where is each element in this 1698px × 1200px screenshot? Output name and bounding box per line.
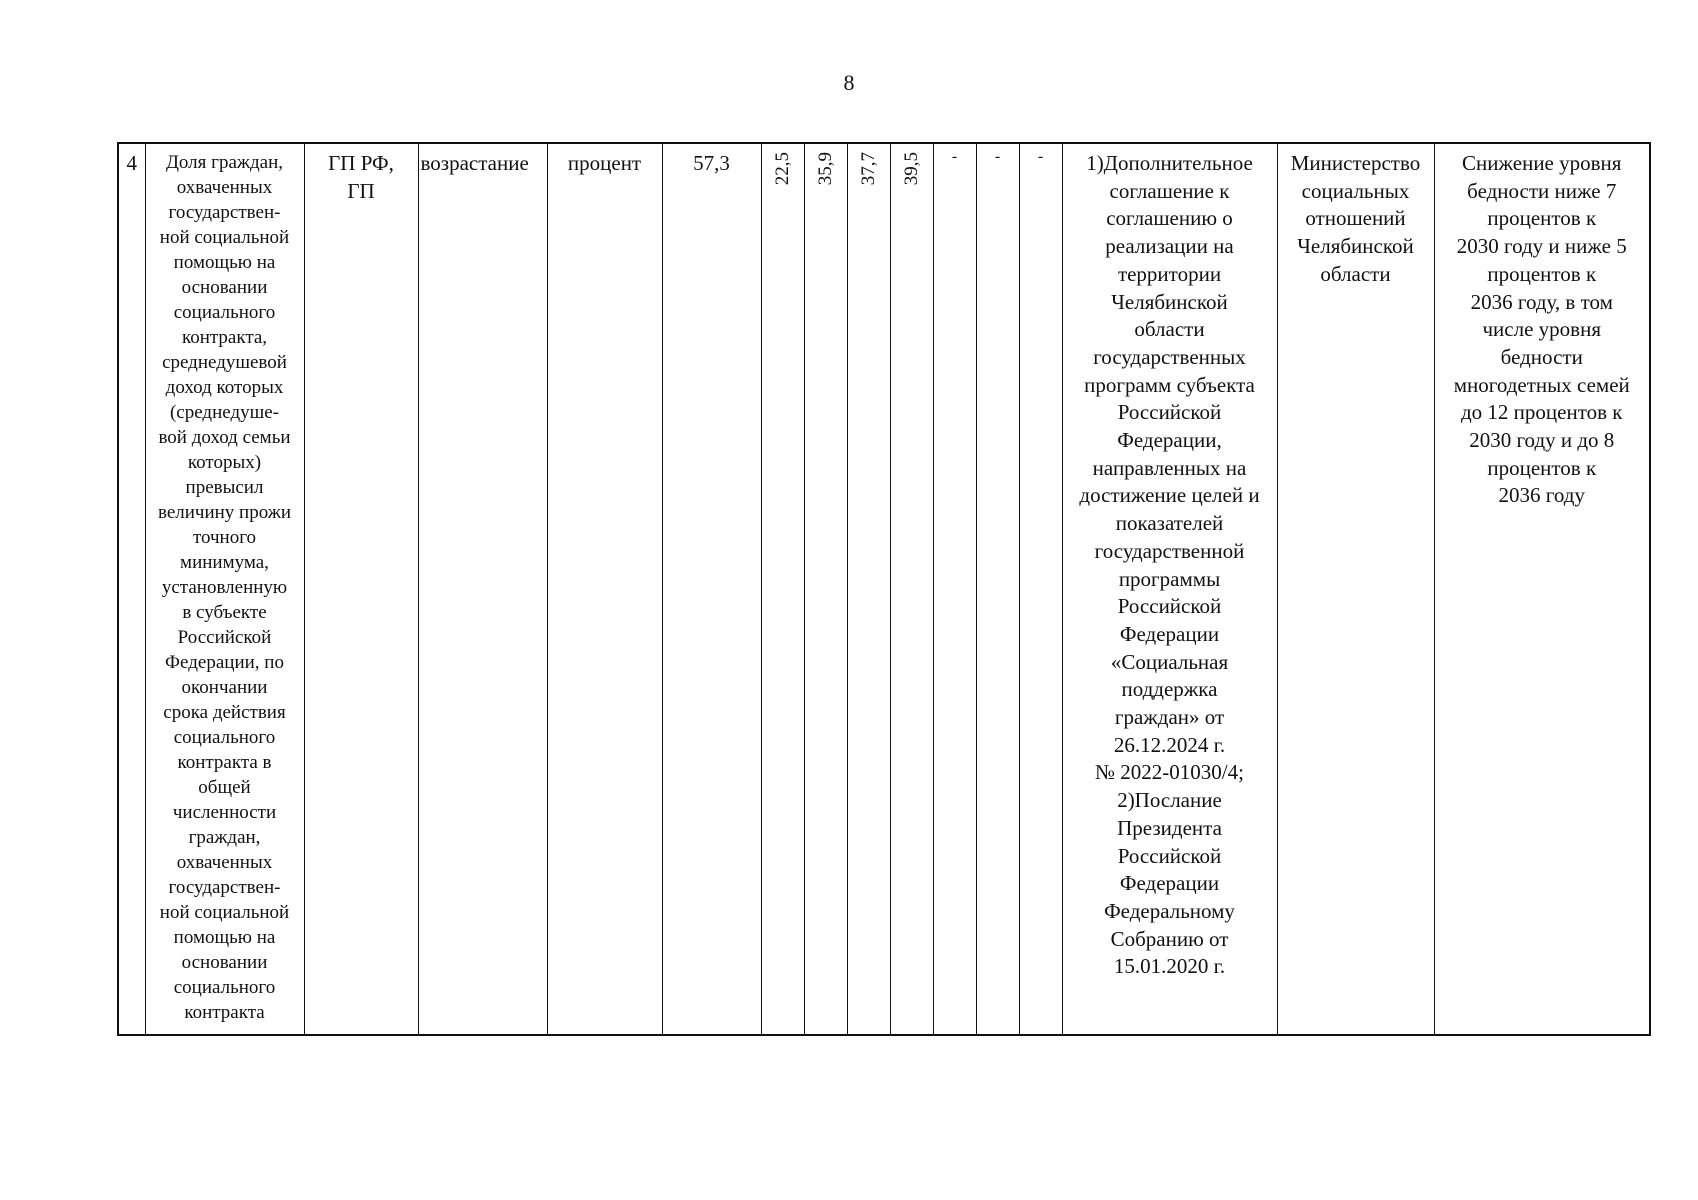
empty-value-cell <box>933 143 976 1035</box>
base-value: 57,3 <box>693 151 730 175</box>
year-value: 22,5 <box>771 152 793 186</box>
year-value-cell <box>847 143 890 1035</box>
indicator-cell <box>145 143 304 1035</box>
dash-mark: - <box>1037 148 1044 165</box>
national-goal: Снижение уровня бедности ниже 7 процентов к 2030 году и ниже 5 процентов к 2036 году, в том числе уровня бедности многодетных семей до 12 процентов к 2030 году и до 8 процентов к 2036 году <box>1453 151 1630 508</box>
year-value-cell <box>761 143 804 1035</box>
goal-cell <box>1434 143 1650 1035</box>
year-value: 37,7 <box>857 152 879 186</box>
empty-value-cell <box>976 143 1019 1035</box>
program-level: ГП РФ, ГП <box>328 151 394 203</box>
trend-cell <box>418 143 547 1035</box>
indicator-name: Доля граждан, охваченных государствен- ной социальной помощью на основании социального контракта, среднедушевой доход которых (среднедуше- вой доход семьи которых) превысил величину прожи точного минимума, установленную в субъекте Российской Федерации, по окончании срока действия социального контракта в общей численности граждан, охваченных государствен- ной социальной помощью на основании социального контракта <box>157 152 292 1023</box>
unit-cell <box>547 143 662 1035</box>
unit: процент <box>567 151 642 175</box>
row-number: 4 <box>126 151 137 175</box>
row-number-cell <box>118 143 145 1035</box>
dash-mark: - <box>951 148 958 165</box>
responsible-body: Министерство социальных отношений Челябинской области <box>1290 151 1421 286</box>
table-row <box>118 143 1650 1035</box>
base-value-cell <box>662 143 761 1035</box>
trend: возрастание <box>420 151 529 175</box>
indicator-table <box>117 142 1651 1036</box>
dash-mark: - <box>994 148 1001 165</box>
year-value: 39,5 <box>900 152 922 186</box>
empty-value-cell <box>1019 143 1062 1035</box>
level-cell <box>304 143 418 1035</box>
year-value-cell <box>890 143 933 1035</box>
year-value-cell <box>804 143 847 1035</box>
page-number: 8 <box>843 70 855 95</box>
responsible-cell <box>1277 143 1434 1035</box>
source-documents: 1)Дополнительное соглашение к соглашению о реализации на территории Челябинской области государственных программ субъекта Российской Федерации, направленных на достижение целей и показателей государственной программы Российской Федерации «Социальная поддержка граждан» от 26.12.2024 г. № 2022-01030/4; 2)Послание Президента Российской Федерации Федеральному Собранию от 15.01.2020 г. <box>1079 151 1260 979</box>
documents-cell <box>1062 143 1277 1035</box>
year-value: 35,9 <box>814 152 836 186</box>
